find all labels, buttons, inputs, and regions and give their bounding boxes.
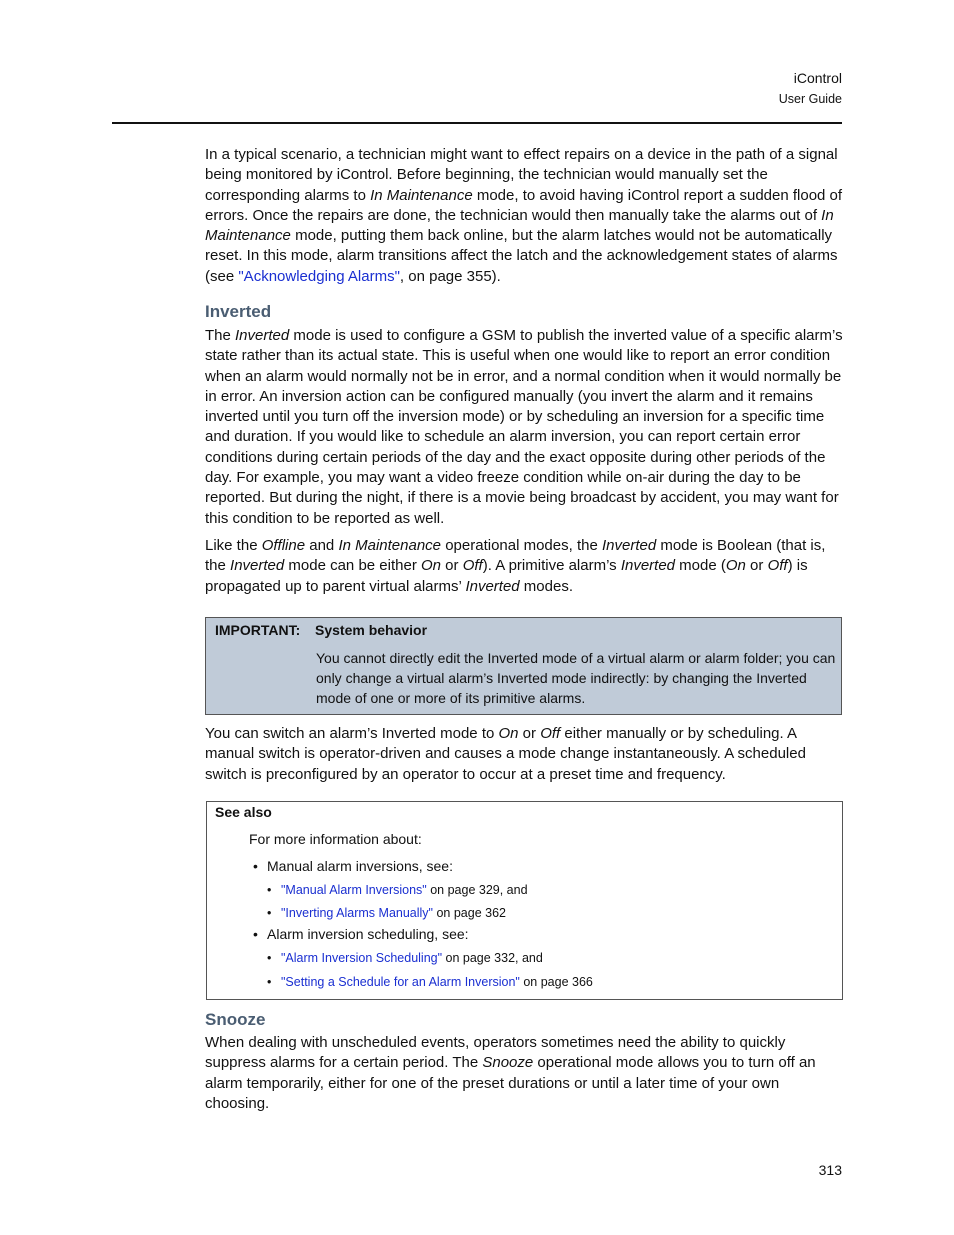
snooze-paragraph: When dealing with unscheduled events, operators sometimes need the ability to quickly suppress alarms for a certain period. The Snooze operational mode allows you to turn off an alarm temporarily, either for one of the preset durations or until a later time of your own choosing. bbox=[205, 1034, 816, 1112]
inverted-paragraph-2: Like the Offline and In Maintenance operational modes, the Inverted mode is Boolean (that is, the Inverted mode can be either On or Off). A primitive alarm’s Inverted mode (On or Off) is propagated up to parent virtual alarms’ Inverted modes. bbox=[205, 537, 826, 595]
see-also-group: • Alarm inversion scheduling, see: bbox=[253, 926, 469, 942]
header-title: iControl bbox=[793, 70, 842, 86]
heading-inverted: Inverted bbox=[205, 302, 272, 321]
inverted-paragraph-1: The Inverted mode is used to configure a GSM to publish the inverted value of a specific alarm’s state rather than its actual state. This is useful when one would like to report an error condition when an alarm would normally not be in error, and a normal condition when it would normally be in error. An inversion action can be configured manually (you invert the alarm and it remains inverted until you turn off the inversion mode) or by scheduling an inversion for a specific time and duration. If you would like to schedule an alarm inversion, you can report certain error conditions during certain periods of the day and the exact opposite during other periods of the day. For example, you may want a video freeze condition while on-air during the day to be reported. But during the night, if there is a movie being broadcast by accident, you may want for this condition to be reported as well. bbox=[205, 327, 843, 527]
link-alarm-inversion-scheduling[interactable]: "Alarm Inversion Scheduling" bbox=[281, 951, 443, 965]
bullet-icon: • bbox=[267, 906, 272, 920]
heading-snooze: Snooze bbox=[205, 1010, 266, 1029]
see-also-item: • "Alarm Inversion Scheduling" on page 332, and bbox=[267, 951, 543, 965]
important-title: System behavior bbox=[315, 622, 428, 638]
header-rule bbox=[112, 122, 842, 124]
header-subtitle: User Guide bbox=[778, 92, 842, 106]
link-acknowledging-alarms[interactable]: "Acknowledging Alarms" bbox=[238, 267, 400, 285]
bullet-icon: • bbox=[267, 883, 272, 897]
see-also-group: • Manual alarm inversions, see: bbox=[253, 858, 453, 874]
see-also-box bbox=[206, 801, 843, 1000]
link-setting-schedule-alarm-inversion[interactable]: "Setting a Schedule for an Alarm Inversion" bbox=[281, 975, 520, 989]
page-number: 313 bbox=[818, 1162, 842, 1178]
bullet-icon: • bbox=[253, 858, 258, 874]
link-manual-alarm-inversions[interactable]: "Manual Alarm Inversions" bbox=[281, 883, 427, 897]
intro-paragraph: In a typical scenario, a technician might want to effect repairs on a device in the path of a signal being monitored by iControl. Before beginning, the technician would manually set the corresponding alarms to In Maintenance mode, to avoid having iControl report a sudden flood of errors. Once the repairs are done, the technician would then manually take the alarms out of In Maintenance mode, putting them back online, but the alarm latches would not be automatically reset. In this mode, alarm transitions affect the latch and the acknowledgement states of alarms (see "Acknowledging Alarms", on page 355). bbox=[205, 146, 843, 285]
important-label: IMPORTANT: bbox=[215, 622, 301, 638]
see-also-title: See also bbox=[215, 804, 272, 820]
see-also-item: • "Setting a Schedule for an Alarm Inversion" on page 366 bbox=[267, 975, 593, 989]
bullet-icon: • bbox=[267, 951, 272, 965]
important-callout bbox=[205, 617, 842, 715]
inverted-paragraph-3: You can switch an alarm’s Inverted mode to On or Off either manually or by scheduling. A manual switch is operator-driven and causes a mode change instantaneously. A scheduled switch is preconfigured by an operator to occur at a preset time and frequency. bbox=[205, 725, 806, 783]
important-body: You cannot directly edit the Inverted mode of a virtual alarm or alarm folder; you can only change a virtual alarm’s Inverted mode indirectly: by changing the Inverted mode of one or more of its primitive alarms. bbox=[316, 650, 836, 706]
see-also-item: • "Manual Alarm Inversions" on page 329, and bbox=[267, 883, 528, 897]
bullet-icon: • bbox=[267, 975, 272, 989]
see-also-item: • "Inverting Alarms Manually" on page 362 bbox=[267, 906, 506, 920]
bullet-icon: • bbox=[253, 926, 258, 942]
link-inverting-alarms-manually[interactable]: "Inverting Alarms Manually" bbox=[281, 906, 433, 920]
see-also-intro: For more information about: bbox=[249, 831, 422, 847]
